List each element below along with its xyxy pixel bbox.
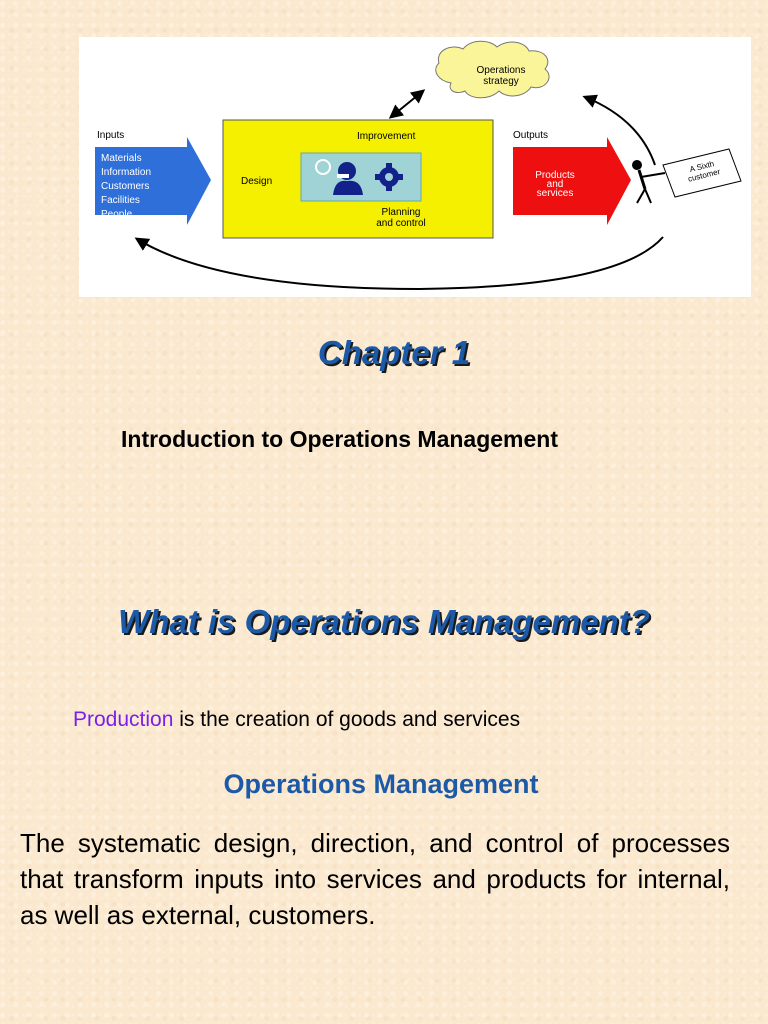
input-item: People xyxy=(101,209,133,220)
production-definition-text: is the creation of goods and services xyxy=(173,708,521,731)
input-item: Materials xyxy=(101,153,142,164)
outputs-header: Outputs xyxy=(513,130,549,141)
improvement-label: Improvement xyxy=(357,131,416,142)
input-item: Customers xyxy=(101,181,150,192)
input-item: Facilities xyxy=(101,195,140,206)
operations-management-heading: Operations Management xyxy=(223,769,539,799)
sign-label: A Sixth customer xyxy=(687,159,722,184)
production-term: Production xyxy=(73,708,174,731)
design-label: Design xyxy=(241,176,273,187)
outputs-body: Products and services xyxy=(535,170,575,199)
cloud-label: Operations strategy xyxy=(476,65,526,87)
design-planning-illustration xyxy=(301,153,421,201)
subtitle: Introduction to Operations Management xyxy=(121,426,559,452)
diagram-graphics xyxy=(79,37,751,297)
customer-figure xyxy=(632,160,665,203)
cloud-process-arrow xyxy=(391,91,423,117)
planning-control-label: Planning and control xyxy=(376,207,426,229)
chapter-title: Chapter 1 xyxy=(317,334,471,371)
production-definition xyxy=(73,708,520,732)
operations-process-diagram xyxy=(79,37,751,297)
input-item: Information xyxy=(101,167,152,178)
inputs-header: Inputs xyxy=(97,130,125,141)
om-definition: The systematic design, direction, and control of processes that transform inputs into services and products for internal, as well as external, customers. xyxy=(20,828,730,930)
feedback-arrow xyxy=(137,237,663,289)
question-heading: What is Operations Management? xyxy=(118,603,650,640)
